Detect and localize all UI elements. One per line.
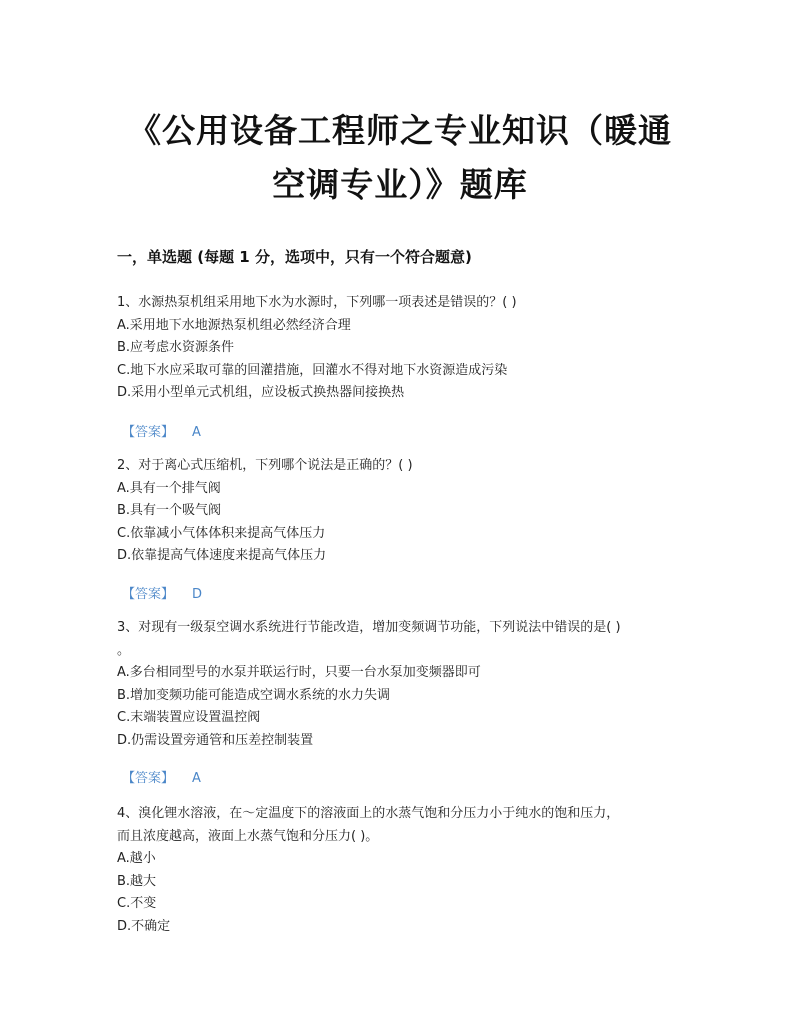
option-c: C.依靠减小气体体积来提高气体压力	[117, 525, 326, 541]
document-title	[60, 104, 740, 212]
option-a: A.具有一个排气阀	[117, 480, 221, 496]
option-d: D.采用小型单元式机组，应设板式换热器间接换热	[117, 385, 405, 400]
question-1	[117, 292, 677, 405]
answer-2	[122, 583, 202, 602]
answer-value: D	[192, 587, 203, 602]
answer-value: A	[192, 425, 201, 440]
option-c: C.不变	[117, 896, 157, 911]
option-b: B.越大	[117, 873, 157, 889]
option-a: A.采用地下水地源热泵机组必然经济合理	[117, 317, 351, 333]
question-stem-continued: 而且浓度越高，液面上水蒸气饱和分压力( )。	[117, 828, 379, 844]
option-c: C.地下水应采取可靠的回灌措施，回灌水不得对地下水资源造成污染	[117, 362, 508, 378]
option-d: D.仍需设置旁通管和压差控制装置	[117, 732, 314, 748]
answer-label: 【答案】	[122, 771, 175, 786]
option-c: C.末端装置应设置温控阀	[117, 710, 261, 725]
option-d: D.不确定	[117, 918, 171, 934]
option-d: D.依靠提高气体速度来提高气体压力	[117, 548, 327, 563]
answer-label: 【答案】	[122, 587, 175, 602]
answer-1	[122, 421, 201, 440]
question-stem: 3、对现有一级泵空调水系统进行节能改造，增加变频调节功能，下列说法中错误的是( )	[117, 620, 621, 635]
question-stem: 4、溴化锂水溶液，在～定温度下的溶液面上的水蒸气饱和分压力小于纯水的饱和压力，	[117, 806, 620, 821]
document-title-line-2: 空调专业）》题库	[272, 165, 528, 204]
question-4	[117, 803, 677, 938]
option-b: B.增加变频功能可能造成空调水系统的水力失调	[117, 687, 391, 703]
section-heading: 一，单选题 (每题 1 分，选项中，只有一个符合题意)	[117, 248, 472, 266]
document-title-line-1: 《公用设备工程师之专业知识（暖通	[128, 111, 672, 150]
option-b: B.具有一个吸气阀	[117, 503, 222, 518]
question-stem: 1、水源热泵机组采用地下水为水源时，下列哪一项表述是错误的？( )	[117, 295, 517, 310]
answer-value: A	[192, 771, 201, 786]
question-2	[117, 455, 677, 568]
option-a: A.越小	[117, 851, 156, 866]
option-a: A.多台相同型号的水泵并联运行时，只要一台水泵加变频器即可	[117, 665, 481, 680]
option-b: B.应考虑水资源条件	[117, 340, 235, 355]
question-3	[117, 617, 677, 752]
answer-label: 【答案】	[122, 425, 175, 440]
question-stem: 2、对于离心式压缩机，下列哪个说法是正确的？( )	[117, 458, 413, 473]
answer-3	[122, 767, 201, 786]
question-stem-continued: 。	[117, 642, 131, 658]
